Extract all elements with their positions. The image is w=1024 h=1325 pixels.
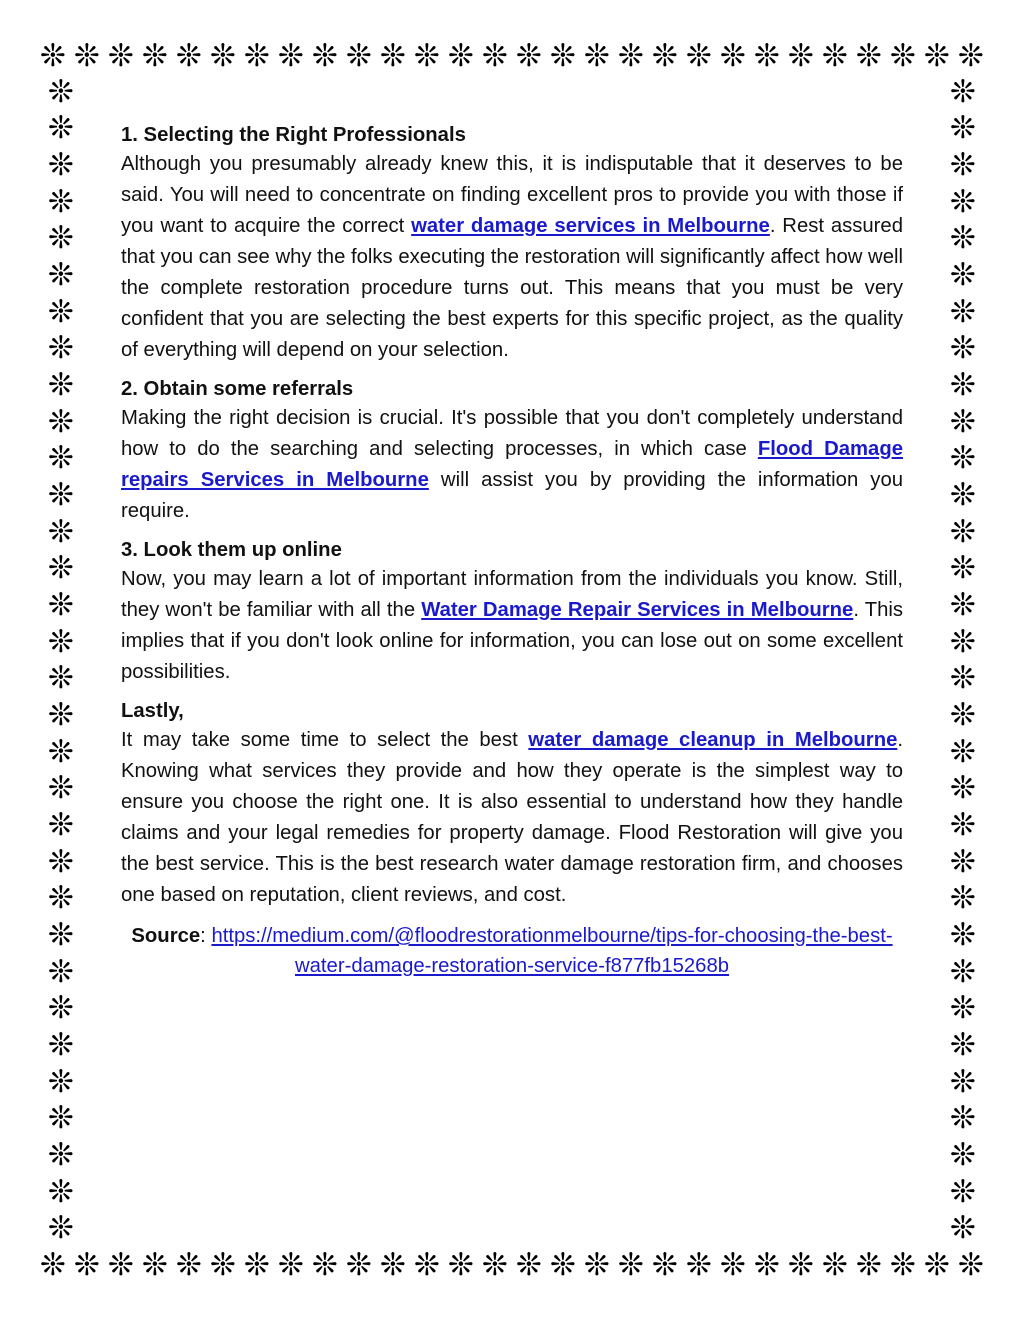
asterisk-flower-icon: ❊ (950, 880, 976, 917)
asterisk-flower-icon: ❊ (950, 623, 976, 660)
water-damage-repair-link[interactable]: Water Damage Repair Services in Melbourne (421, 599, 854, 621)
asterisk-flower-icon: ❊ (278, 1246, 304, 1283)
asterisk-flower-icon: ❊ (48, 660, 74, 697)
asterisk-flower-icon: ❊ (48, 953, 74, 990)
document-body (121, 122, 903, 1001)
top-ornament-border (40, 38, 984, 74)
asterisk-flower-icon: ❊ (48, 367, 74, 404)
asterisk-flower-icon: ❊ (40, 1246, 66, 1283)
asterisk-flower-icon: ❊ (48, 770, 74, 807)
asterisk-flower-icon: ❊ (48, 110, 74, 147)
asterisk-flower-icon: ❊ (48, 806, 74, 843)
asterisk-flower-icon: ❊ (414, 1246, 440, 1283)
source-url-link[interactable]: https://medium.com/@floodrestorationmelbourne/tips-for-choosing-the-best-water-damage-restoration-service-f877fb15268b (211, 925, 893, 977)
asterisk-flower-icon: ❊ (414, 37, 440, 74)
paragraph-text: . Knowing what services they provide and how they operate is the simplest way to ensure you choose the right one. It is also essential to understand how they handle claims and your legal remedies for property damage. Flood Restoration will give you the best service. This is the best research water damage restoration firm, and chooses one based on reputation, client reviews, and cost. (121, 729, 904, 906)
asterisk-flower-icon: ❊ (924, 1246, 950, 1283)
asterisk-flower-icon: ❊ (652, 1246, 678, 1283)
section-paragraph (121, 725, 903, 911)
asterisk-flower-icon: ❊ (48, 880, 74, 917)
paragraph-text: It may take some time to select the best (121, 729, 529, 751)
asterisk-flower-icon: ❊ (482, 37, 508, 74)
asterisk-flower-icon: ❊ (48, 403, 74, 440)
paragraph-text: Although you presumably already knew this, it is indisputable that it deserves to be said. You will need to concentrate on finding excellent pros to provide you with those if you want to acquire the correct (121, 153, 903, 237)
paragraph-text: Making the right decision is crucial. It's possible that you don't completely understand how to do the searching and selecting processes, in which case (121, 407, 903, 460)
asterisk-flower-icon: ❊ (950, 1136, 976, 1173)
paragraph-text: will assist you by providing the information you require. (121, 469, 904, 522)
asterisk-flower-icon: ❊ (312, 1246, 338, 1283)
asterisk-flower-icon: ❊ (856, 37, 882, 74)
asterisk-flower-icon: ❊ (686, 37, 712, 74)
flood-damage-repairs-link[interactable]: Flood Damage repairs Services in Melbourne (121, 438, 903, 491)
asterisk-flower-icon: ❊ (48, 916, 74, 953)
asterisk-flower-icon: ❊ (380, 1246, 406, 1283)
asterisk-flower-icon: ❊ (74, 37, 100, 74)
asterisk-flower-icon: ❊ (48, 587, 74, 624)
asterisk-flower-icon: ❊ (448, 37, 474, 74)
asterisk-flower-icon: ❊ (312, 37, 338, 74)
asterisk-flower-icon: ❊ (48, 733, 74, 770)
source-citation (121, 921, 903, 981)
asterisk-flower-icon: ❊ (950, 440, 976, 477)
asterisk-flower-icon: ❊ (244, 37, 270, 74)
asterisk-flower-icon: ❊ (48, 550, 74, 587)
asterisk-flower-icon: ❊ (48, 183, 74, 220)
asterisk-flower-icon: ❊ (950, 257, 976, 294)
asterisk-flower-icon: ❊ (950, 513, 976, 550)
asterisk-flower-icon: ❊ (950, 1173, 976, 1210)
asterisk-flower-icon: ❊ (48, 1100, 74, 1137)
asterisk-flower-icon: ❊ (950, 1063, 976, 1100)
asterisk-flower-icon: ❊ (950, 147, 976, 184)
asterisk-flower-icon: ❊ (550, 37, 576, 74)
right-ornament-border (945, 74, 981, 1247)
section-paragraph (121, 403, 903, 527)
asterisk-flower-icon: ❊ (48, 330, 74, 367)
asterisk-flower-icon: ❊ (950, 110, 976, 147)
asterisk-flower-icon: ❊ (142, 1246, 168, 1283)
section-paragraph (121, 564, 903, 688)
asterisk-flower-icon: ❊ (950, 220, 976, 257)
asterisk-flower-icon: ❊ (48, 843, 74, 880)
water-damage-services-link[interactable]: water damage services in Melbourne (411, 215, 770, 237)
asterisk-flower-icon: ❊ (48, 623, 74, 660)
section-lastly (121, 698, 903, 911)
asterisk-flower-icon: ❊ (48, 1063, 74, 1100)
asterisk-flower-icon: ❊ (950, 367, 976, 404)
asterisk-flower-icon: ❊ (788, 1246, 814, 1283)
asterisk-flower-icon: ❊ (278, 37, 304, 74)
asterisk-flower-icon: ❊ (516, 1246, 542, 1283)
asterisk-flower-icon: ❊ (48, 257, 74, 294)
asterisk-flower-icon: ❊ (754, 37, 780, 74)
asterisk-flower-icon: ❊ (856, 1246, 882, 1283)
asterisk-flower-icon: ❊ (584, 1246, 610, 1283)
asterisk-flower-icon: ❊ (950, 843, 976, 880)
source-separator: : (200, 925, 212, 947)
asterisk-flower-icon: ❊ (244, 1246, 270, 1283)
paragraph-text: . This implies that if you don't look online for information, you can lose out on some excellent possibilities. (121, 599, 904, 683)
asterisk-flower-icon: ❊ (380, 37, 406, 74)
asterisk-flower-icon: ❊ (48, 1173, 74, 1210)
asterisk-flower-icon: ❊ (890, 1246, 916, 1283)
asterisk-flower-icon: ❊ (822, 37, 848, 74)
asterisk-flower-icon: ❊ (950, 696, 976, 733)
asterisk-flower-icon: ❊ (720, 37, 746, 74)
asterisk-flower-icon: ❊ (720, 1246, 746, 1283)
asterisk-flower-icon: ❊ (822, 1246, 848, 1283)
section-paragraph (121, 149, 903, 366)
section-heading: 3. Look them up online (121, 539, 342, 561)
asterisk-flower-icon: ❊ (924, 37, 950, 74)
asterisk-flower-icon: ❊ (142, 37, 168, 74)
asterisk-flower-icon: ❊ (176, 37, 202, 74)
asterisk-flower-icon: ❊ (950, 73, 976, 110)
asterisk-flower-icon: ❊ (754, 1246, 780, 1283)
asterisk-flower-icon: ❊ (48, 440, 74, 477)
asterisk-flower-icon: ❊ (950, 953, 976, 990)
asterisk-flower-icon: ❊ (48, 1210, 74, 1247)
asterisk-flower-icon: ❊ (950, 550, 976, 587)
section-look-online (121, 537, 903, 688)
asterisk-flower-icon: ❊ (950, 403, 976, 440)
asterisk-flower-icon: ❊ (950, 770, 976, 807)
asterisk-flower-icon: ❊ (346, 1246, 372, 1283)
asterisk-flower-icon: ❊ (958, 1246, 984, 1283)
section-obtain-referrals (121, 376, 903, 527)
asterisk-flower-icon: ❊ (210, 1246, 236, 1283)
asterisk-flower-icon: ❊ (48, 990, 74, 1027)
asterisk-flower-icon: ❊ (48, 1136, 74, 1173)
asterisk-flower-icon: ❊ (950, 806, 976, 843)
asterisk-flower-icon: ❊ (40, 37, 66, 74)
asterisk-flower-icon: ❊ (108, 37, 134, 74)
asterisk-flower-icon: ❊ (950, 293, 976, 330)
asterisk-flower-icon: ❊ (950, 587, 976, 624)
source-label: Source (131, 925, 201, 947)
asterisk-flower-icon: ❊ (618, 1246, 644, 1283)
asterisk-flower-icon: ❊ (950, 990, 976, 1027)
asterisk-flower-icon: ❊ (584, 37, 610, 74)
asterisk-flower-icon: ❊ (788, 37, 814, 74)
asterisk-flower-icon: ❊ (950, 330, 976, 367)
asterisk-flower-icon: ❊ (176, 1246, 202, 1283)
asterisk-flower-icon: ❊ (48, 293, 74, 330)
asterisk-flower-icon: ❊ (74, 1246, 100, 1283)
left-ornament-border (43, 74, 79, 1247)
asterisk-flower-icon: ❊ (48, 147, 74, 184)
asterisk-flower-icon: ❊ (48, 73, 74, 110)
section-heading: 2. Obtain some referrals (121, 378, 354, 400)
asterisk-flower-icon: ❊ (48, 220, 74, 257)
section-heading: 1. Selecting the Right Professionals (121, 124, 466, 146)
asterisk-flower-icon: ❊ (958, 37, 984, 74)
asterisk-flower-icon: ❊ (950, 660, 976, 697)
asterisk-flower-icon: ❊ (950, 183, 976, 220)
asterisk-flower-icon: ❊ (950, 1026, 976, 1063)
asterisk-flower-icon: ❊ (890, 37, 916, 74)
asterisk-flower-icon: ❊ (48, 513, 74, 550)
asterisk-flower-icon: ❊ (48, 1026, 74, 1063)
asterisk-flower-icon: ❊ (950, 1100, 976, 1137)
asterisk-flower-icon: ❊ (346, 37, 372, 74)
asterisk-flower-icon: ❊ (516, 37, 542, 74)
asterisk-flower-icon: ❊ (482, 1246, 508, 1283)
paragraph-text: Now, you may learn a lot of important information from the individuals you know. Still, they won't be familiar with all the (121, 568, 903, 621)
asterisk-flower-icon: ❊ (618, 37, 644, 74)
asterisk-flower-icon: ❊ (210, 37, 236, 74)
paragraph-text: . Rest assured that you can see why the folks executing the restoration will significantly affect how well the complete restoration procedure turns out. This means that you must be very confident that you are selecting the best experts for this specific project, as the quality of everything will depend on your selection. (121, 215, 903, 361)
asterisk-flower-icon: ❊ (950, 733, 976, 770)
section-heading: Lastly, (121, 700, 184, 722)
asterisk-flower-icon: ❊ (950, 916, 976, 953)
asterisk-flower-icon: ❊ (550, 1246, 576, 1283)
bottom-ornament-border (40, 1247, 984, 1283)
section-selecting-professionals (121, 122, 903, 366)
asterisk-flower-icon: ❊ (108, 1246, 134, 1283)
asterisk-flower-icon: ❊ (448, 1246, 474, 1283)
asterisk-flower-icon: ❊ (950, 1210, 976, 1247)
asterisk-flower-icon: ❊ (686, 1246, 712, 1283)
asterisk-flower-icon: ❊ (652, 37, 678, 74)
water-damage-cleanup-link[interactable]: water damage cleanup in Melbourne (528, 729, 898, 751)
asterisk-flower-icon: ❊ (950, 477, 976, 514)
asterisk-flower-icon: ❊ (48, 696, 74, 733)
asterisk-flower-icon: ❊ (48, 477, 74, 514)
